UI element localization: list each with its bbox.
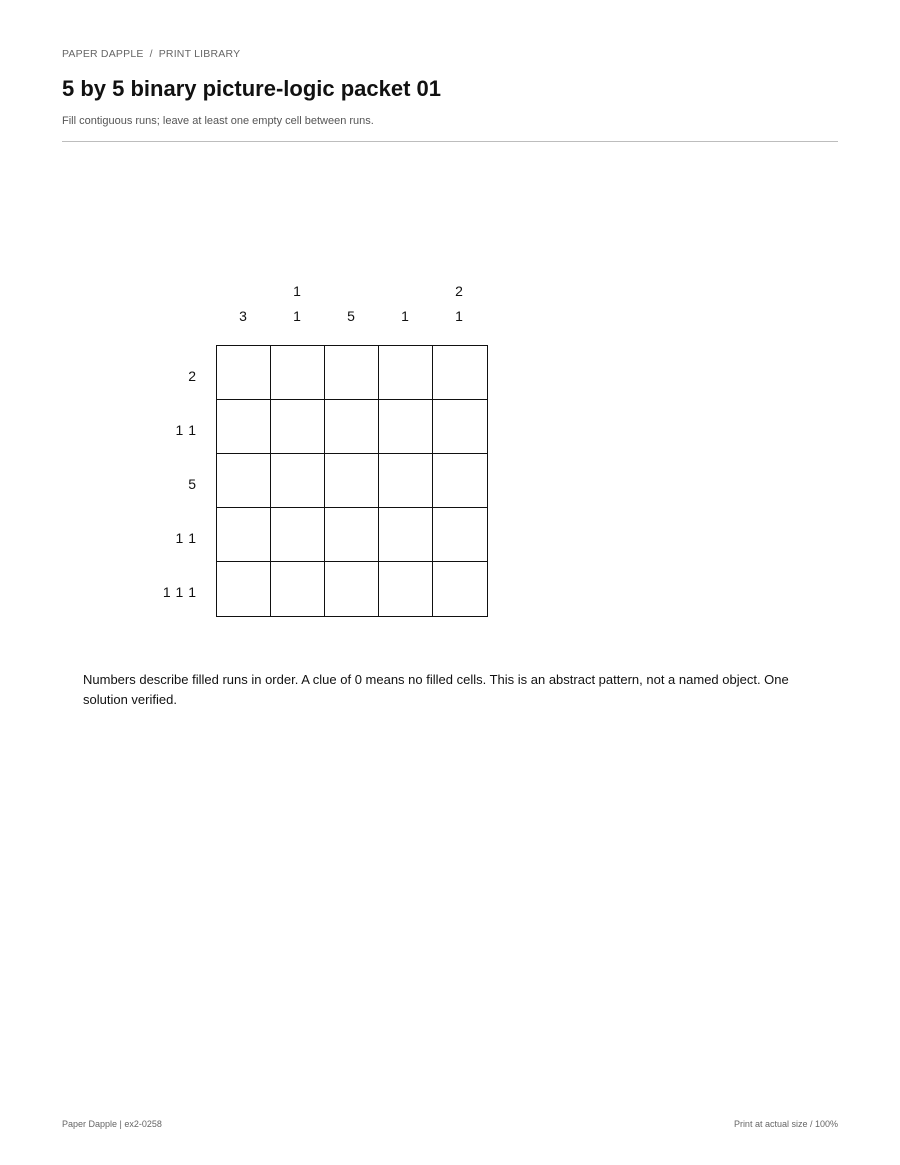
row-clue: 5 xyxy=(188,476,196,492)
grid-cell[interactable] xyxy=(271,454,325,508)
instructions-text: Numbers describe filled runs in order. A clue of 0 means no filled cells. This is an abstract pattern, not a named object. One solution verified. xyxy=(83,672,789,707)
grid-cell[interactable] xyxy=(217,454,271,508)
breadcrumb-item-brand[interactable]: PAPER DAPPLE xyxy=(62,48,144,60)
grid-cell[interactable] xyxy=(325,346,379,400)
column-clue: 3 xyxy=(239,308,247,324)
grid-cell[interactable] xyxy=(217,346,271,400)
grid-cell[interactable] xyxy=(271,508,325,562)
page-subtitle: Fill contiguous runs; leave at least one empty cell between runs. xyxy=(62,115,374,127)
grid-cell[interactable] xyxy=(379,454,433,508)
grid-cell[interactable] xyxy=(325,508,379,562)
breadcrumb-item-library[interactable]: PRINT LIBRARY xyxy=(158,48,241,60)
column-clue: 1 xyxy=(293,308,301,324)
grid-cell[interactable] xyxy=(271,346,325,400)
grid-cell[interactable] xyxy=(433,508,487,562)
header-divider xyxy=(62,141,838,142)
row-clue: 1 1 xyxy=(175,530,196,546)
column-clue: 1 xyxy=(455,308,463,324)
footer-print-note: Print at actual size / 100% xyxy=(733,1119,838,1129)
row-clue: 1 1 1 xyxy=(162,584,196,600)
column-clue: 2 xyxy=(455,283,463,299)
grid-cell[interactable] xyxy=(379,562,433,616)
row-clue: 2 xyxy=(188,368,196,384)
grid-cell[interactable] xyxy=(271,562,325,616)
footer-id: Paper Dapple | ex2-0258 xyxy=(62,1119,162,1129)
grid-cell[interactable] xyxy=(217,508,271,562)
breadcrumb-separator: / xyxy=(149,48,153,60)
grid-cell[interactable] xyxy=(433,454,487,508)
grid-cell[interactable] xyxy=(379,400,433,454)
page-title: 5 by 5 binary picture-logic packet 01 xyxy=(62,76,442,101)
grid-cell[interactable] xyxy=(325,400,379,454)
breadcrumb xyxy=(62,48,240,60)
grid-cell[interactable] xyxy=(325,454,379,508)
grid-cell[interactable] xyxy=(379,346,433,400)
grid-cell[interactable] xyxy=(217,562,271,616)
column-clue: 1 xyxy=(401,308,409,324)
row-clue: 1 1 xyxy=(175,422,196,438)
grid-cell[interactable] xyxy=(217,400,271,454)
grid-cell[interactable] xyxy=(325,562,379,616)
grid-cell[interactable] xyxy=(433,400,487,454)
puzzle-grid xyxy=(216,345,488,617)
grid-cell[interactable] xyxy=(433,346,487,400)
column-clue: 5 xyxy=(347,308,355,324)
grid-cell[interactable] xyxy=(271,400,325,454)
column-clue: 1 xyxy=(293,283,301,299)
grid-cell[interactable] xyxy=(379,508,433,562)
grid-cell[interactable] xyxy=(433,562,487,616)
